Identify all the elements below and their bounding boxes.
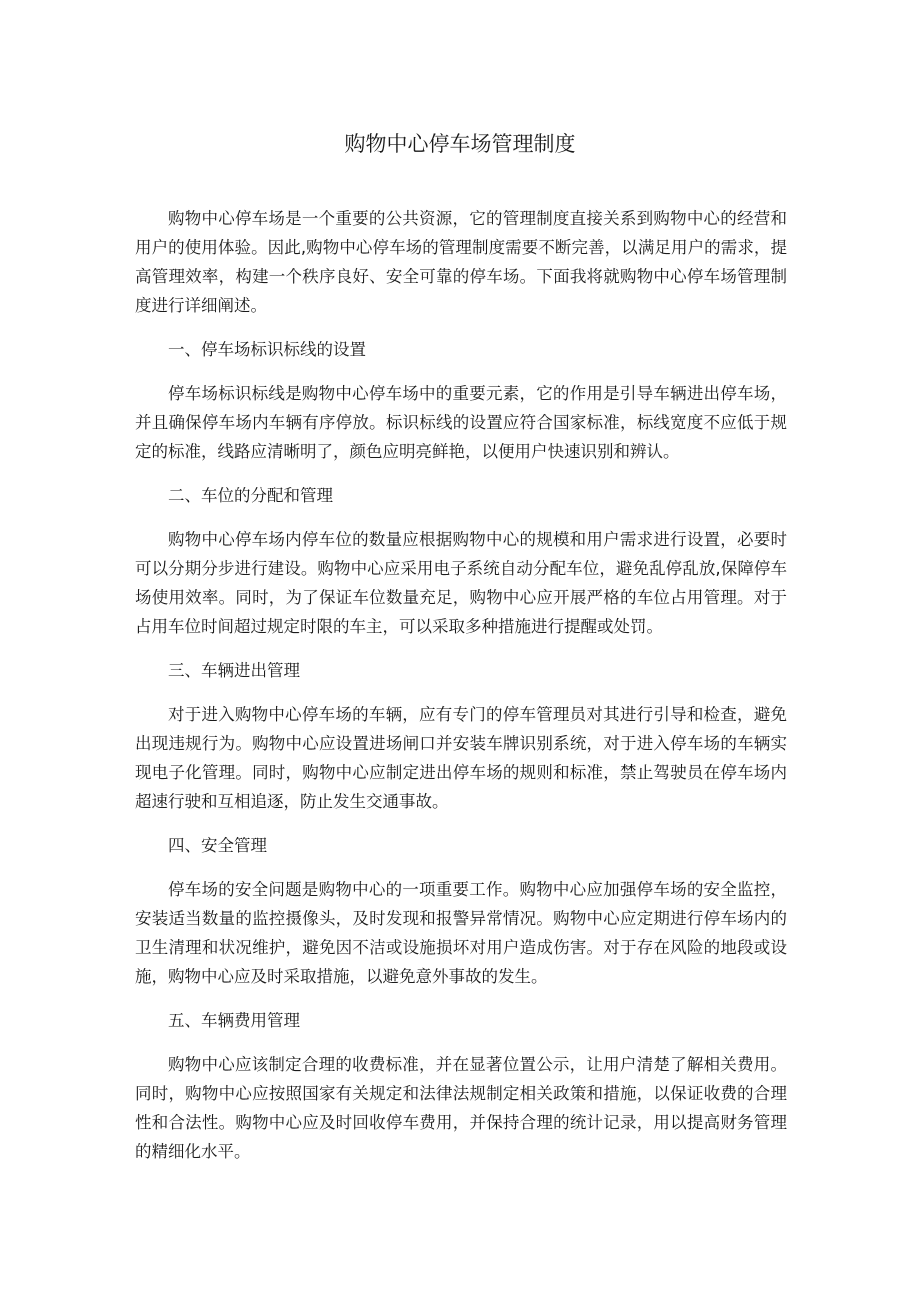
section-heading-signage: 一、停车场标识标线的设置 [168,340,366,359]
section-text-signage: 停车场标识标线是购物中心停车场中的重要元素，它的作用是引导车辆进出停车场，并且确保停车场内车辆有序停放。标识标线的设置应符合国家标准，标线宽度不应低于规定的标准，线路应清晰明了，颜色应明亮鲜艳，以便用户快速识别和辨认。 [135,384,787,461]
document-body [135,204,787,1181]
section-heading-fees: 五、车辆费用管理 [168,1011,300,1030]
section-heading-parking-spaces: 二、车位的分配和管理 [168,486,333,505]
section-text-safety: 停车场的安全问题是购物中心的一项重要工作。购物中心应加强停车场的安全监控，安装适当数量的监控摄像头，及时发现和报警异常情况。购物中心应定期进行停车场内的卫生清理和状况维护，避免因不洁或设施损坏对用户造成伤害。对于存在风险的地段或设施，购物中心应及时采取措施，以避免意外事故的发生。 [135,880,787,986]
section-text-parking-spaces: 购物中心停车场内停车位的数量应根据购物中心的规模和用户需求进行设置，必要时可以分期分步进行建设。购物中心应采用电子系统自动分配车位，避免乱停乱放,保障停车场使用效率。同时，为了保证车位数量充足，购物中心应开展严格的车位占用管理。对于占用车位时间超过规定时限的车主，可以采取多种措施进行提醒或处罚。 [135,530,787,636]
section-text-fees: 购物中心应该制定合理的收费标准，并在显著位置公示，让用户清楚了解相关费用。同时，购物中心应按照国家有关规定和法律法规制定相关政策和措施，以保证收费的合理性和合法性。购物中心应及时回收停车费用，并保持合理的统计记录，用以提高财务管理的精细化水平。 [135,1055,787,1161]
section-heading-safety: 四、安全管理 [168,836,267,855]
intro-paragraph: 购物中心停车场是一个重要的公共资源，它的管理制度直接关系到购物中心的经营和用户的使用体验。因此,购物中心停车场的管理制度需要不断完善，以满足用户的需求，提高管理效率，构建一个秩序良好、安全可靠的停车场。下面我将就购物中心停车场管理制度进行详细阐述。 [135,209,787,315]
section-heading-vehicle-entry: 三、车辆进出管理 [168,661,300,680]
document-title: 购物中心停车场管理制度 [344,132,576,156]
section-text-vehicle-entry: 对于进入购物中心停车场的车辆，应有专门的停车管理员对其进行引导和检查，避免出现违规行为。购物中心应设置进场闸口并安装车牌识别系统，对于进入停车场的车辆实现电子化管理。同时，购物中心应制定进出停车场的规则和标准，禁止驾驶员在停车场内超速行驶和互相追逐，防止发生交通事故。 [135,705,787,811]
